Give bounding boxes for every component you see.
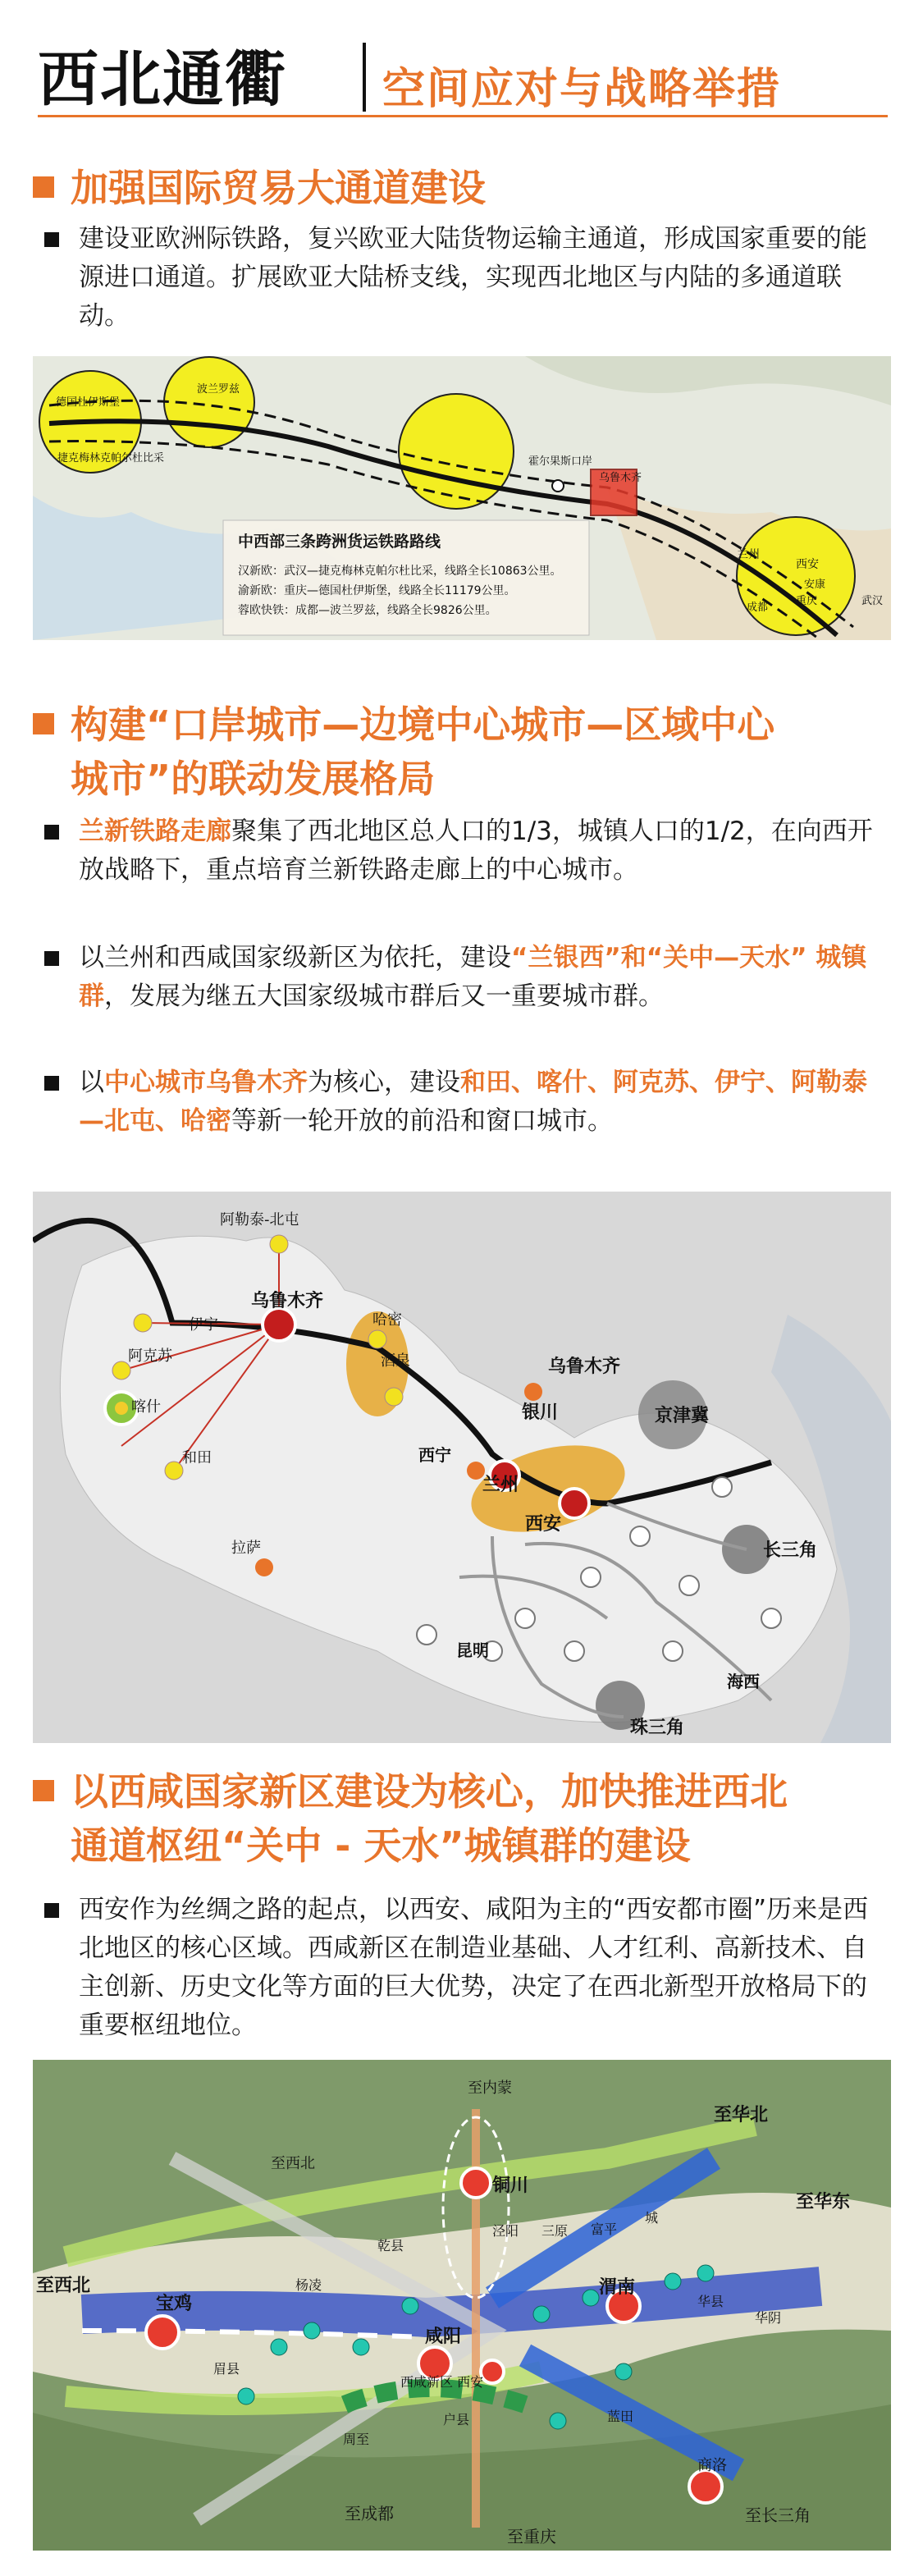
section-2-bullet-1	[41, 812, 886, 890]
map2-label: 京津冀	[655, 1406, 710, 1426]
map1-label: 安康	[804, 579, 826, 591]
map3-label: 至重庆	[507, 2527, 556, 2546]
map1-label: 波兰罗兹	[197, 383, 240, 396]
title-divider	[363, 43, 366, 112]
map3-label: 富平	[591, 2221, 618, 2237]
map1-legend-line: 蓉欧快铁：成都—波兰罗兹，线路全长9826公里。	[238, 604, 497, 617]
section-3-heading	[33, 1764, 788, 1873]
page-subtitle: 空间应对与战略举措	[382, 65, 782, 114]
map3-label: 华县	[697, 2294, 724, 2309]
section-2-heading	[33, 698, 774, 806]
section-2-bullet-3	[41, 1064, 886, 1141]
map1-legend-title: 中西部三条跨洲货运铁路路线	[238, 533, 441, 551]
section-3-bullet-1-text: 西安作为丝绸之路的起点，以西安、咸阳为主的“西安都市圈”历来是西北地区的核心区域。西咸新区在制造业基础、人才红利、高新技术、自主创新、历史文化等方面的巨大优势，决定了在西北新型开放格局下的重要枢纽地位。	[79, 1895, 869, 2040]
map3-label: 咸阳	[425, 2327, 462, 2347]
map3-label: 周至	[343, 2432, 370, 2447]
map2-label: 酒泉	[381, 1352, 410, 1370]
highlight-text: 兰新铁路走廊	[79, 817, 231, 846]
map3-label: 至长三角	[745, 2505, 811, 2525]
bullet-text: 等新一轮开放的前沿和窗口城市。	[231, 1106, 613, 1136]
bullet-text: 为核心，建设	[308, 1068, 460, 1097]
section-marker-icon	[33, 713, 54, 734]
section-marker-icon	[33, 1780, 54, 1801]
map3-label: 华阴	[755, 2310, 782, 2326]
page-title: 西北通衢	[38, 44, 287, 115]
map3-label: 宝鸡	[156, 2294, 193, 2314]
railway-route-map	[33, 356, 891, 640]
bullet-icon	[44, 1903, 59, 1918]
map2-label: 拉萨	[231, 1540, 261, 1557]
map2-label: 和田	[182, 1449, 212, 1466]
map2-label: 珠三角	[630, 1718, 685, 1738]
map3-label: 渭南	[599, 2277, 636, 2298]
map3-label: 至成都	[345, 2504, 394, 2523]
map2-label: 兰州	[482, 1475, 519, 1495]
section-1-bullet-1-text: 建设亚欧洲际铁路，复兴欧亚大陆货物运输主通道，形成国家重要的能源进口通道。扩展欧亚大陆桥支线，实现西北地区与内陆的多通道联动。	[79, 224, 867, 331]
map2-label: 银川	[522, 1402, 559, 1423]
page-header	[38, 23, 888, 120]
map3-label: 至内蒙	[468, 2080, 512, 2097]
map3-label: 至华北	[714, 2105, 769, 2125]
bullet-icon	[44, 1076, 59, 1091]
map2-label: 阿克苏	[128, 1347, 172, 1365]
map2-label: 海西	[727, 1672, 760, 1691]
bullet-icon	[44, 825, 59, 840]
map3-label: 至西北	[36, 2276, 91, 2296]
map2-label: 哈密	[372, 1311, 402, 1329]
map3-label: 眉县	[213, 2361, 240, 2377]
map3-label: 商洛	[697, 2457, 727, 2474]
map1-label: 德国杜伊斯堡	[56, 396, 121, 409]
map1-label: 西安	[796, 558, 819, 571]
map3-label: 三原	[541, 2223, 569, 2239]
section-3-heading-line2: 通道枢纽“关中 - 天水”城镇群的建设	[71, 1823, 691, 1868]
map3-label: 至西北	[271, 2155, 315, 2172]
map1-label: 成都	[747, 602, 769, 614]
map2-label: 阿勒泰-北屯	[220, 1211, 299, 1229]
map2-label: 乌鲁木齐	[251, 1291, 324, 1311]
bullet-text: ，发展为继五大国家级城市群后又一重要城市群。	[104, 981, 664, 1011]
map1-label: 重庆	[796, 595, 818, 607]
city-network-map	[33, 1192, 891, 1743]
map1-label: 武汉	[861, 595, 884, 607]
map3-label: 乾县	[377, 2238, 404, 2253]
map2-label: 昆明	[456, 1640, 489, 1660]
section-2-bullet-2	[41, 939, 886, 1016]
bullet-icon	[44, 951, 59, 966]
map3-label: 西咸新区 西安	[400, 2374, 484, 2390]
section-3-heading-line1: 以西咸国家新区建设为核心，加快推进西北	[71, 1769, 788, 1814]
section-marker-icon	[33, 176, 54, 198]
bullet-text: 以兰州和西咸国家级新区为依托，建设	[79, 943, 511, 972]
map2-label: 西安	[525, 1514, 562, 1535]
map2-label: 西宁	[418, 1445, 451, 1465]
map3-label: 至华东	[796, 2192, 851, 2212]
bullet-text: 以	[79, 1068, 104, 1097]
section-1-heading	[33, 161, 486, 215]
section-2-heading-line2: 城市”的联动发展格局	[71, 757, 436, 801]
regional-corridor-map	[33, 2060, 891, 2551]
section-1-heading-text: 加强国际贸易大通道建设	[71, 166, 486, 210]
map2-label: 乌鲁木齐	[548, 1357, 621, 1377]
map1-label: 乌鲁木齐	[599, 472, 642, 484]
highlight-text: “兰银西”和“关中—天水” 城镇群	[79, 943, 867, 1011]
map3-label: 铜川	[492, 2176, 529, 2196]
header-rule	[38, 115, 888, 117]
map3-label: 蓝田	[607, 2409, 634, 2424]
map1-label: 捷克梅林克帕尔杜比采	[57, 452, 165, 464]
map3-label: 户县	[443, 2412, 470, 2427]
map2-label: 长三角	[763, 1540, 818, 1561]
section-3-bullet-1	[41, 1891, 886, 2045]
map1-label: 霍尔果斯口岸	[528, 455, 593, 468]
highlight-text: 和田、喀什、阿克苏、伊宁、阿勒泰—北屯、哈密	[79, 1068, 867, 1136]
section-1-bullet-1	[41, 220, 886, 336]
map1-label: 兰州	[737, 548, 760, 561]
map3-label: 泾阳	[492, 2223, 519, 2239]
bullet-icon	[44, 232, 59, 247]
map2-label: 喀什	[131, 1398, 161, 1416]
bullet-text: 聚集了西北地区总人口的1/3，城镇人口的1/2，在向西开放战略下，重点培育兰新铁路走廊上的中心城市。	[79, 817, 873, 885]
map2-label: 伊宁	[189, 1316, 218, 1334]
map3-label: 杨凌	[295, 2277, 322, 2293]
section-2-heading-line1: 构建“口岸城市—边境中心城市—区域中心	[71, 702, 775, 747]
map1-legend-line: 渝新欧：重庆—德国杜伊斯堡，线路全长11179公里。	[238, 584, 516, 597]
map3-label: 城	[645, 2210, 659, 2226]
highlight-text: 中心城市乌鲁木齐	[104, 1068, 308, 1097]
map1-legend-line: 汉新欧：武汉—捷克梅林克帕尔杜比采，线路全长10863公里。	[238, 565, 562, 578]
